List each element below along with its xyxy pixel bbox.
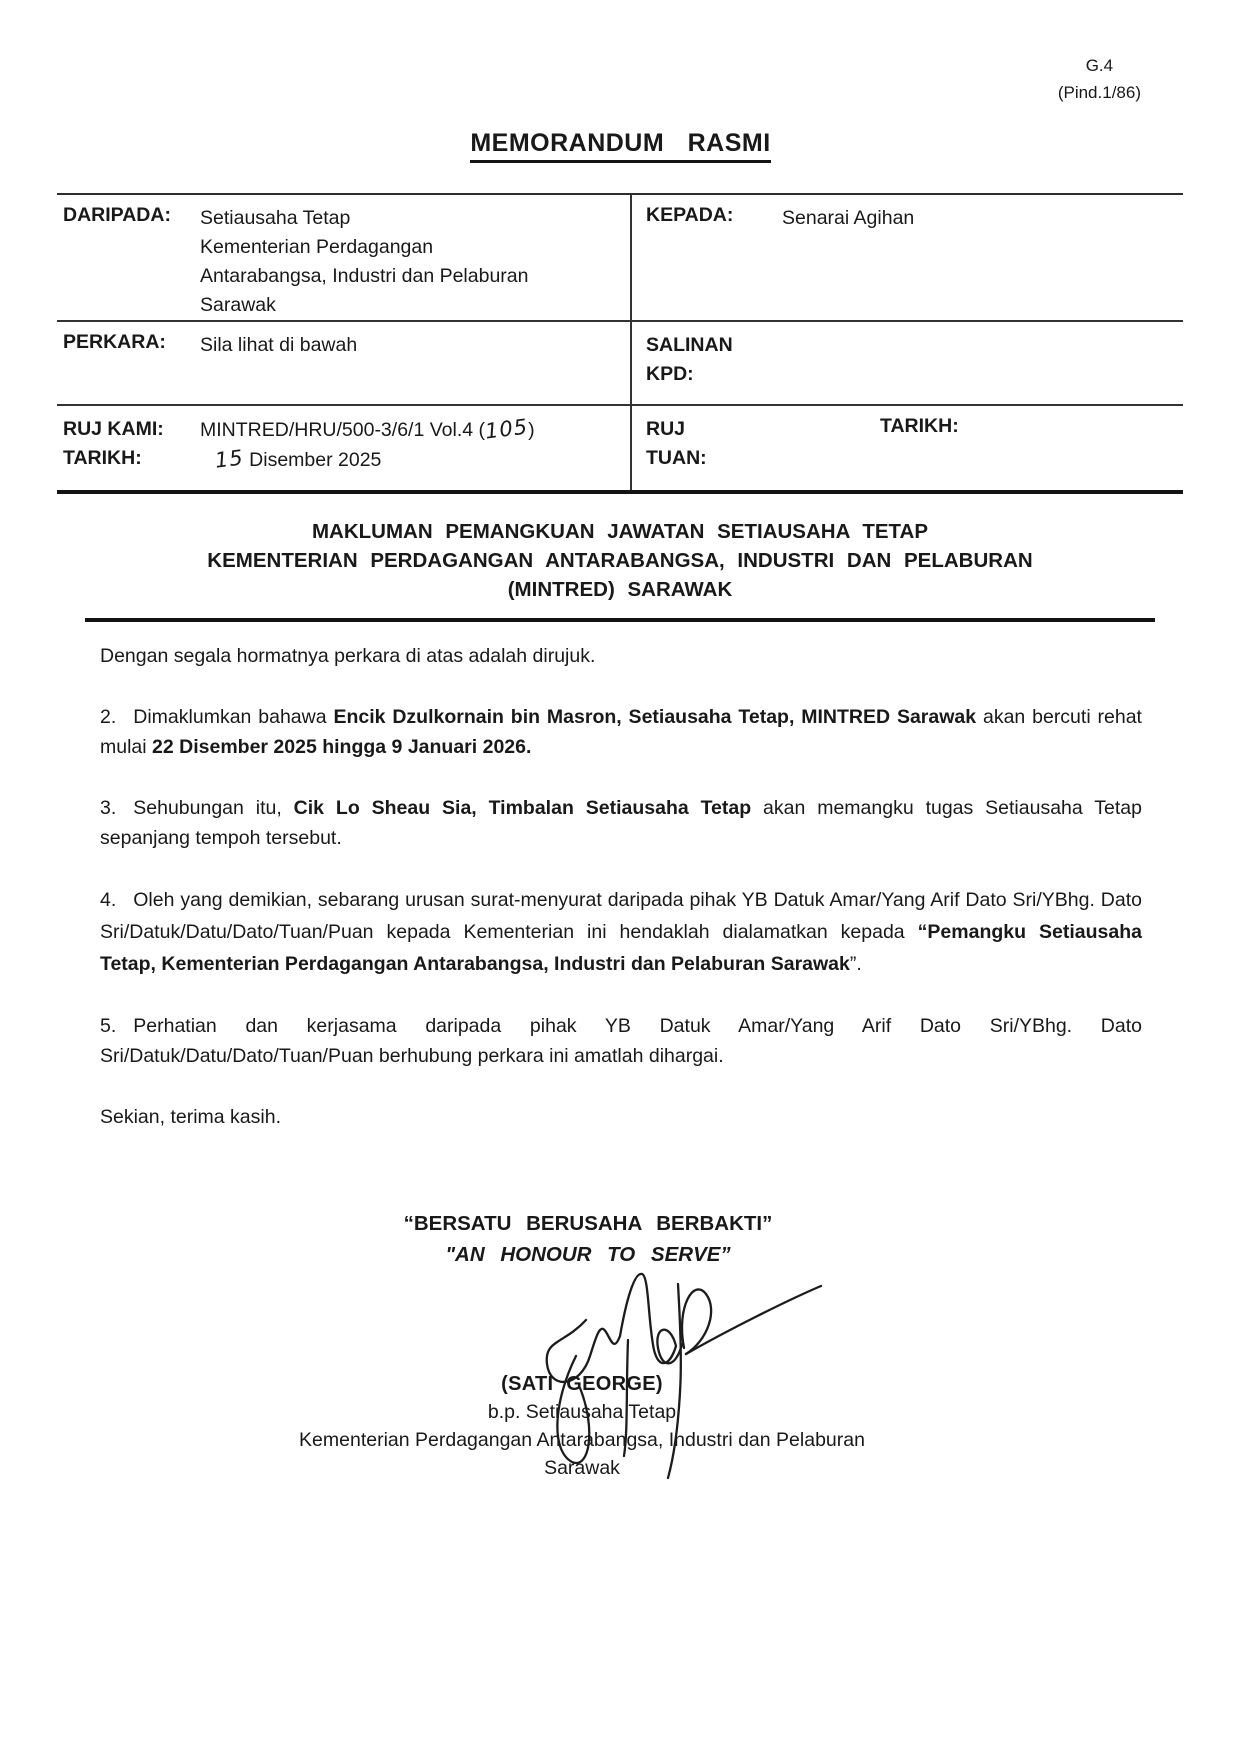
closing-line: Sekian, terima kasih.: [100, 1106, 281, 1128]
paragraph-4: 4. Oleh yang demikian, sebarang urusan surat-menyurat daripada pihak YB Datuk Amar/Yang Arif Dato Sri/YBhg. Dato Sri/Datuk/Datu/Dato/Tuan/Puan kepada Kementerian ini hendaklah dialamatkan kepada “Pemangku Setiausaha Tetap, Kementerian Perdagangan Antarabangsa, Industri dan Pelaburan Sarawak”.: [100, 889, 1142, 975]
kepada-label: KEPADA:: [646, 204, 734, 226]
document-title: MEMORANDUM RASMI: [0, 129, 1241, 158]
motto-line-2: "AN HONOUR TO SERVE”: [445, 1243, 731, 1266]
motto-line-1: “BERSATU BERUSAHA BERBAKTI”: [403, 1212, 773, 1235]
form-code-number: G.4: [1085, 56, 1114, 75]
table-row-perkara-salinan: [57, 322, 1183, 406]
form-code: [1058, 52, 1141, 106]
tarikh-tuan-label: TARIKH:: [880, 415, 959, 437]
salinan-cell: [630, 322, 1183, 404]
signatory-name: (SATI GEORGE): [501, 1373, 663, 1395]
form-code-revision: (Pind.1/86): [1057, 83, 1141, 102]
paragraph-2: 2. Dimaklumkan bahawa Encik Dzulkornain bin Masron, Setiausaha Tetap, MINTRED Sarawak akan bercuti rehat mulai 22 Disember 2025 hingga 9 Januari 2026.: [100, 706, 1142, 758]
daripada-cell: [57, 195, 630, 320]
paragraph-3: 3. Sehubungan itu, Cik Lo Sheau Sia, Timbalan Setiausaha Tetap akan memangku tugas Setiausaha Tetap sepanjang tempoh tersebut.: [100, 797, 1142, 849]
tarikh-kami-label: TARIKH:: [63, 447, 142, 469]
perkara-cell: [57, 322, 630, 404]
paragraph-5: 5. Perhatian dan kerjasama daripada pihak YB Datuk Amar/Yang Arif Dato Sri/YBhg. Dato Sri/Datuk/Datu/Dato/Tuan/Puan berhubung perkara ini amatlah dihargai.: [100, 1015, 1142, 1067]
kepada-value: Senarai Agihan: [782, 207, 915, 229]
paragraph-1: Dengan segala hormatnya perkara di atas adalah dirujuk.: [100, 645, 596, 667]
handwritten-ref-number: 105: [483, 414, 530, 444]
kepada-cell: [630, 195, 1183, 320]
ruj-kami-tarikh-labels: [63, 415, 200, 473]
subject-line-2: KEMENTERIAN PERDAGANGAN ANTARABANGSA, INDUSTRI DAN PELABURAN: [207, 549, 1033, 572]
tarikh-kami-value: 15 Disember 2025: [200, 445, 535, 475]
signature-block: [32, 1370, 1132, 1482]
ruj-tuan-label: RUJ TUAN:: [646, 418, 707, 469]
motto: [38, 1208, 1138, 1270]
memo-header-table: [57, 193, 1183, 494]
subject-heading: [85, 517, 1155, 622]
ruj-kami-values: [200, 415, 535, 475]
ruj-kami-label: RUJ KAMI:: [63, 418, 164, 440]
perkara-value: Sila lihat di bawah: [200, 334, 358, 356]
signatory-org-line: Kementerian Perdagangan Antarabangsa, Industri dan Pelaburan: [299, 1429, 865, 1451]
table-row-ruj-tarikh: [57, 406, 1183, 490]
memo-body: [100, 641, 1142, 1163]
daripada-label: DARIPADA:: [63, 204, 171, 226]
handwritten-day: 15: [213, 445, 246, 473]
ruj-kami-cell: [57, 406, 630, 490]
subject-line-3: (MINTRED) SARAWAK: [507, 578, 733, 601]
table-row-daripada-kepada: [57, 195, 1183, 322]
perkara-label: PERKARA:: [63, 331, 166, 353]
subject-line-1: MAKLUMAN PEMANGKUAN JAWATAN SETIAUSAHA TETAP: [311, 520, 929, 543]
signatory-org-state: Sarawak: [544, 1457, 620, 1479]
daripada-value: Setiausaha Tetap Kementerian Perdagangan Antarabangsa, Industri dan Pelaburan Sarawak: [200, 207, 529, 316]
signatory-bp-line: b.p. Setiausaha Tetap: [487, 1401, 677, 1423]
ruj-tuan-cell: [630, 406, 1183, 490]
salinan-label: SALINAN KPD:: [646, 334, 733, 385]
ruj-kami-value: MINTRED/HRU/500-3/6/1 Vol.4 (105): [200, 415, 535, 445]
